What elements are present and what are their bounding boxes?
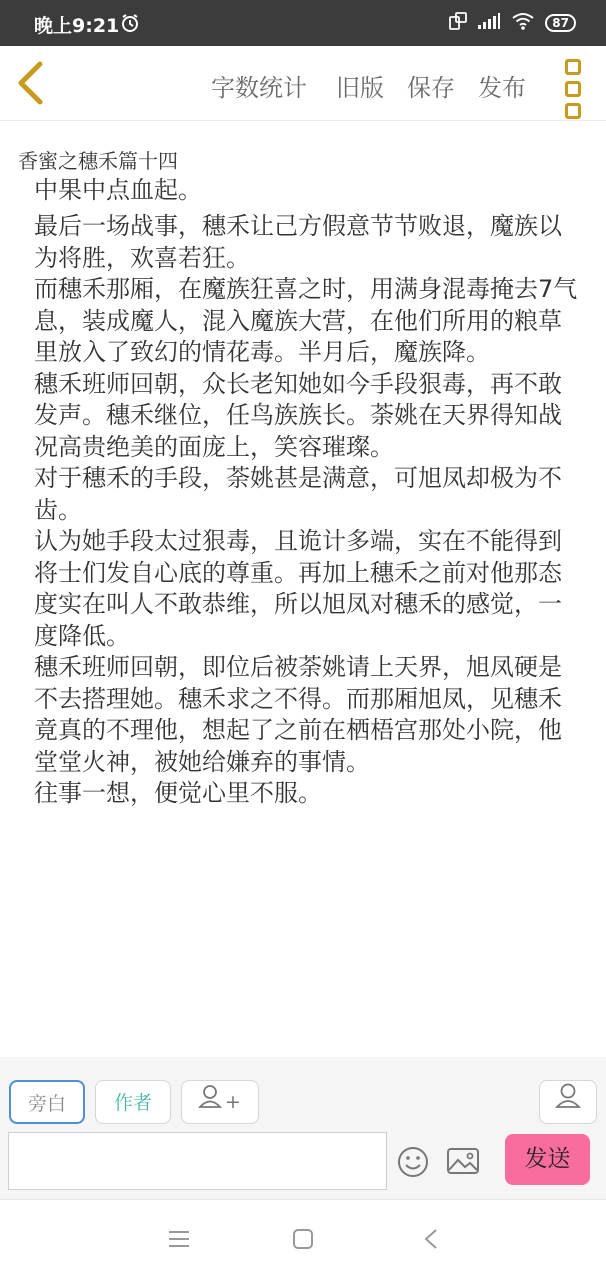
alarm-icon (120, 13, 140, 37)
paragraph[interactable]: 而穗禾那厢，在魔族狂喜之时，用满身混毒掩去7气息，装成魔人，混入魔族大营，在他们所用的粮草里放入了致幻的情花毒。半月后，魔族降。 (34, 275, 578, 366)
partial-line: 中果中点血起。 (34, 176, 202, 204)
composer-panel (0, 1057, 606, 1199)
more-menu-icon[interactable] (565, 59, 581, 119)
person-icon (556, 1080, 580, 1124)
back-chevron-icon[interactable] (14, 60, 48, 110)
signal-icon (477, 12, 501, 34)
paragraph[interactable]: 穗禾班师回朝，众长老知她如今手段狠毒，再不敢发声。穗禾继位，任鸟族族长。荼姚在天界得知战况高贵绝美的面庞上，笑容璀璨。 (34, 369, 562, 461)
paragraph[interactable]: 认为她手段太过狠毒，且诡计多端，实在不能得到将士们发自心底的尊重。再加上穗禾之前对他那态度实在叫人不敢恭维，所以旭凤对穗禾的感觉，一度降低。 (34, 527, 562, 650)
document-title[interactable]: 香蜜之穗禾篇十四 (18, 149, 178, 173)
character-select-button[interactable] (539, 1080, 597, 1124)
screen-mirror-icon (449, 12, 467, 34)
back-icon[interactable] (422, 1228, 440, 1254)
paragraph[interactable]: 最后一场战事，穗禾让己方假意节节败退，魔族以为将胜，欢喜若狂。 (34, 212, 562, 272)
paragraph[interactable]: 对于穗禾的手段，荼姚甚是满意，可旭凤却极为不齿。 (34, 464, 562, 524)
top-toolbar (0, 46, 606, 120)
image-icon[interactable] (446, 1147, 480, 1179)
document-content[interactable] (0, 176, 606, 1057)
home-icon[interactable] (292, 1228, 314, 1254)
add-character-button[interactable] (181, 1080, 259, 1124)
battery-indicator: 87 (545, 14, 576, 32)
paragraph-list (34, 211, 579, 810)
word-count-button[interactable]: 字数统计 (211, 74, 307, 102)
wifi-icon (511, 12, 535, 34)
old-version-button[interactable]: 旧版 (336, 74, 384, 102)
paragraph[interactable]: 穗禾班师回朝，即位后被荼姚请上天界，旭凤硬是不去搭理她。穗禾求之不得。而那厢旭凤，见穗禾竟真的不理他，想起了之前在栖梧宫那处小院，他堂堂火神，被她给嫌弃的事情。 (34, 653, 562, 776)
person-icon (199, 1080, 221, 1124)
publish-button[interactable]: 发布 (478, 74, 526, 102)
author-chip[interactable]: 作者 (95, 1080, 171, 1124)
emoji-icon[interactable] (397, 1146, 429, 1182)
menu-icon[interactable] (168, 1228, 190, 1254)
narration-chip[interactable]: 旁白 (9, 1080, 85, 1124)
system-nav-bar (0, 1199, 606, 1281)
send-button[interactable]: 发送 (505, 1134, 590, 1185)
paragraph[interactable]: 往事一想，便觉心里不服。 (34, 779, 322, 807)
status-bar (0, 0, 606, 46)
message-input[interactable] (8, 1132, 387, 1190)
status-right (449, 12, 576, 34)
plus-label: + (225, 1091, 241, 1113)
status-time: 晚上9:21 (34, 15, 120, 37)
save-button[interactable]: 保存 (407, 74, 455, 102)
